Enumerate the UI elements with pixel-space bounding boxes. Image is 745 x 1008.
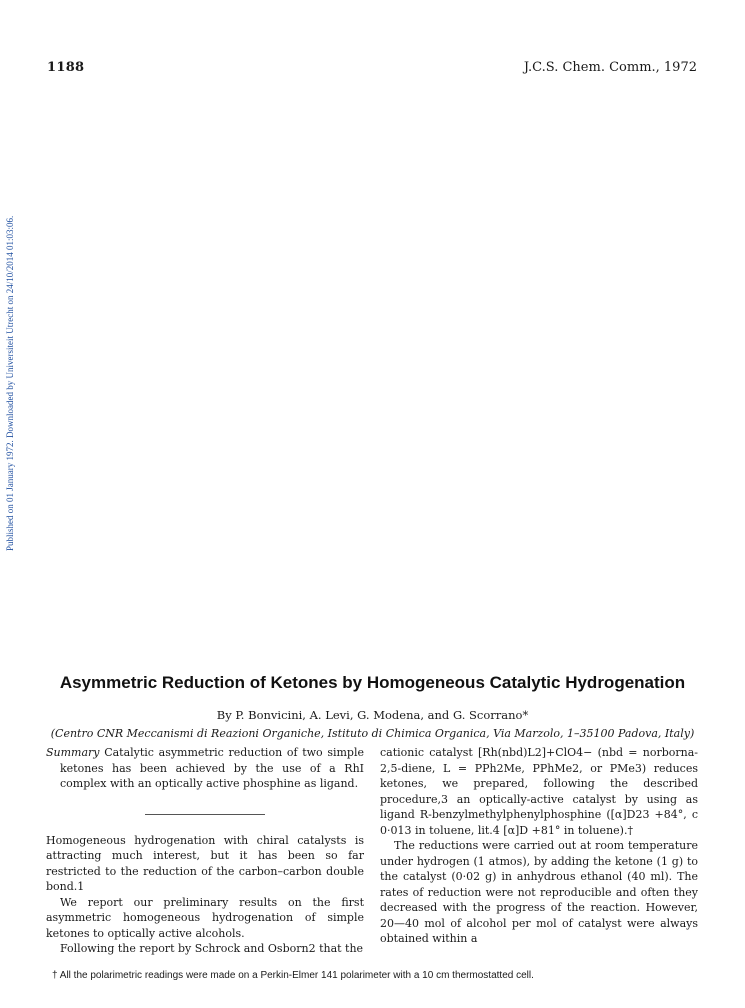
summary-label: Summary — [46, 746, 100, 759]
right-column — [380, 745, 698, 947]
journal-citation: J.C.S. Chem. Comm., 1972 — [523, 60, 697, 75]
summary-text: Catalytic asymmetric reduction of two simple ketones has been achieved by the use of a RhI complex with an optically active phosphine as ligand. — [60, 746, 364, 790]
download-notice[interactable]: Published on 01 January 1972. Downloaded by Universiteit Utrecht on 24/10/2014 01:03:06. — [5, 216, 15, 552]
page-number: 1188 — [47, 60, 85, 75]
paragraph: cationic catalyst [Rh(nbd)L2]+ClO4− (nbd = norborna-2,5-diene, L = PPh2Me, PPhMe2, or PMe3) reduces ketones, we prepared, following the described procedure,3 an optically-active catalyst by using as ligand R-benzylmethylphenylphosphine ([α]D23 +84°, c 0·013 in toluene, lit.4 [α]D +81° in toluene).† — [380, 746, 698, 837]
paragraph: The reductions were carried out at room temperature under hydrogen (1 atmos), by adding the ketone (1 g) to the catalyst (0·02 g) in anhydrous ethanol (40 ml). The rates of reduction were not reproducible and often they decreased with the progress of the reaction. However, 20—40 mol of alcohol per mol of catalyst were always obtained within a — [380, 839, 698, 945]
paragraph: Homogeneous hydrogenation with chiral catalysts is attracting much interest, but it has been so far restricted to the reduction of the carbon–carbon double bond.1 — [46, 833, 364, 893]
left-column — [46, 745, 364, 957]
article-authors: By P. Bonvicini, A. Levi, G. Modena, and G. Scorrano* — [216, 708, 529, 722]
paragraph: Following the report by Schrock and Osborn2 that the — [60, 942, 364, 955]
paragraph: We report our preliminary results on the first asymmetric homogeneous hydrogenation of simple ketones to optically active alcohols. — [46, 895, 364, 940]
article-affiliation: (Centro CNR Meccanismi di Reazioni Organiche, Istituto di Chimica Organica, Via Marzolo, 1–35100 Padova, Italy) — [50, 727, 695, 740]
summary — [46, 745, 364, 792]
section-divider — [145, 814, 265, 815]
footnote: † All the polarimetric readings were made on a Perkin-Elmer 141 polarimeter with a 10 cm thermostatted cell. — [52, 970, 534, 981]
article-title: Asymmetric Reduction of Ketones by Homogeneous Catalytic Hydrogenation — [59, 673, 686, 692]
